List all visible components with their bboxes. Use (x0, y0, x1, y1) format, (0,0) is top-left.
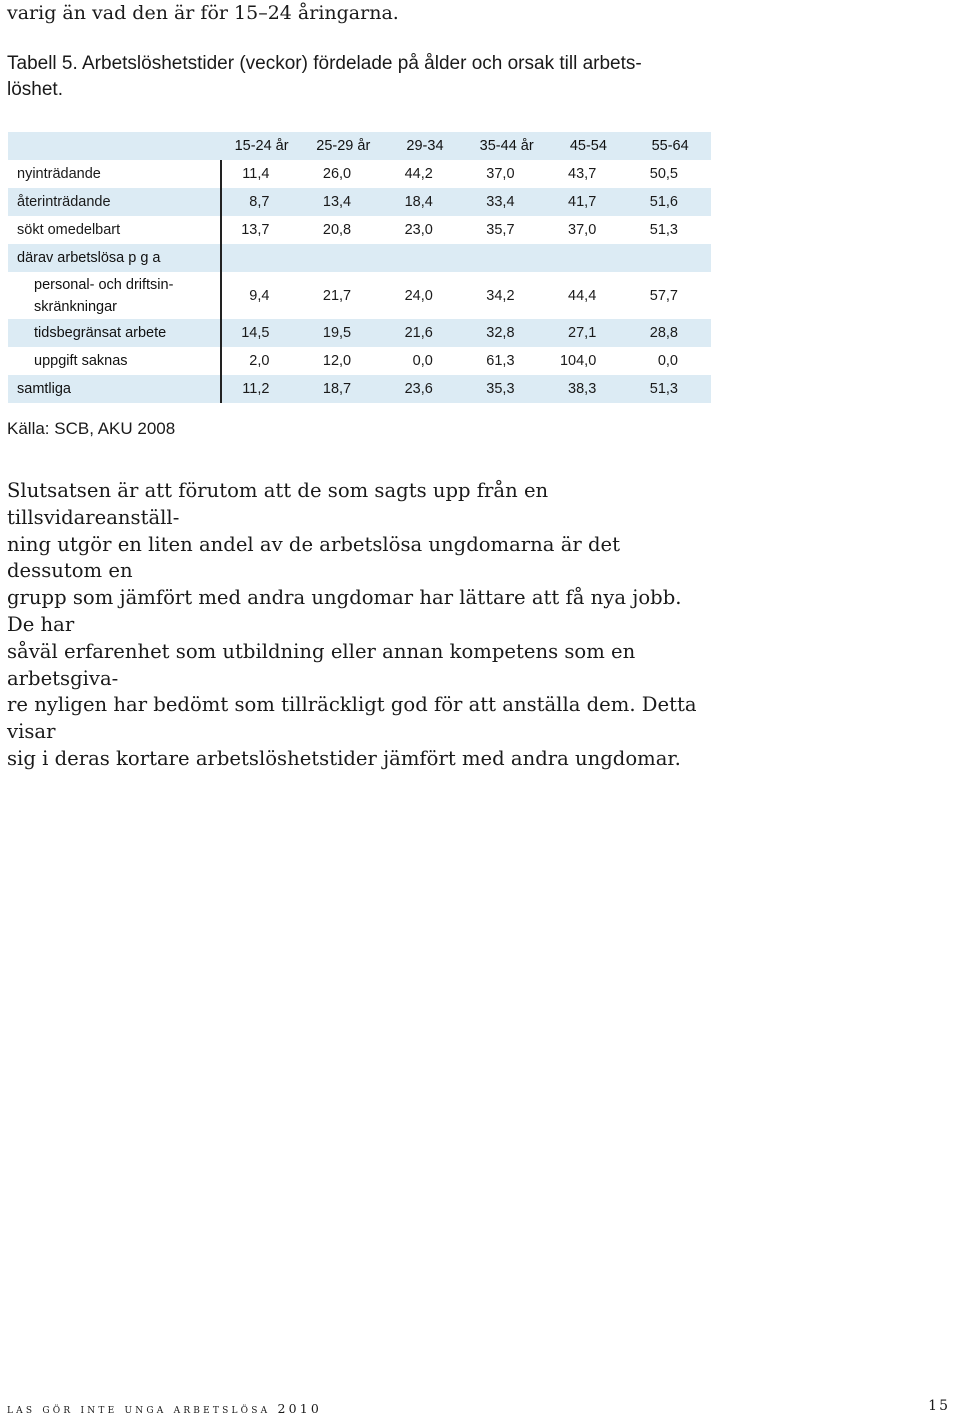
table-cell: 18,7 (302, 375, 384, 403)
table-cell: 12,0 (302, 347, 384, 375)
table-cell: 37,0 (466, 160, 548, 188)
table-header-cell: 55-64 (629, 132, 711, 160)
table-cell: 34,2 (466, 272, 548, 319)
table-cell: 104,0 (548, 347, 630, 375)
row-label-line: skränkningar (34, 298, 118, 315)
row-label: samtliga (8, 375, 221, 403)
table-cell: 23,6 (384, 375, 466, 403)
table-cell (302, 244, 384, 272)
body-line: grupp som jämfört med andra ungdomar har lättare att få nya jobb. De har (7, 586, 682, 636)
table-caption: Tabell 5. Arbetslöshetstider (veckor) fördelade på ålder och orsak till arbets- löshet. (7, 53, 642, 100)
page-number: 15 (928, 1398, 950, 1414)
table-cell: 32,8 (466, 319, 548, 347)
table-cell: 44,2 (384, 160, 466, 188)
body-line: re nyligen har bedömt som tillräckligt god för att anställa dem. Detta visar (7, 693, 697, 744)
body-paragraph (7, 478, 707, 773)
table-header-cell: 29-34 (384, 132, 466, 160)
table-header-cell (8, 132, 221, 160)
table-cell: 0,0 (629, 347, 711, 375)
table-row (8, 160, 711, 188)
row-label: därav arbetslösa p g a (8, 244, 221, 272)
table-row (8, 319, 711, 347)
row-label (8, 272, 221, 319)
table-cell: 50,5 (629, 160, 711, 188)
table-cell: 51,3 (629, 375, 711, 403)
table-cell: 11,4 (221, 160, 303, 188)
body-line: såväl erfarenhet som utbildning eller annan kompetens som en arbetsgiva- (7, 639, 636, 690)
table-cell: 13,4 (302, 188, 384, 216)
table-cell (629, 244, 711, 272)
table-row (8, 272, 711, 319)
table-cell: 37,0 (548, 216, 630, 244)
running-footer-title: las gör inte unga arbetslösa 2010 (7, 1401, 323, 1416)
table-source: Källa: SCB, AKU 2008 (7, 419, 176, 438)
table-header-row (8, 132, 711, 160)
table-cell: 2,0 (221, 347, 303, 375)
data-table (8, 132, 712, 403)
table-cell: 0,0 (384, 347, 466, 375)
table-header-cell: 25-29 år (302, 132, 384, 160)
table-cell: 51,3 (629, 216, 711, 244)
table-cell: 61,3 (466, 347, 548, 375)
row-label-line: personal- och driftsin- (34, 276, 174, 293)
row-label: sökt omedelbart (8, 216, 221, 244)
table-cell: 23,0 (384, 216, 466, 244)
body-line: sig i deras kortare arbetslöshetstider jämfört med andra ungdomar. (7, 746, 681, 770)
table-cell: 18,4 (384, 188, 466, 216)
table-cell: 57,7 (629, 272, 711, 319)
row-label: tidsbegränsat arbete (8, 319, 221, 347)
table-row (8, 347, 711, 375)
table-cell: 51,6 (629, 188, 711, 216)
table-cell: 9,4 (221, 272, 303, 319)
table-row (8, 188, 711, 216)
body-line: ning utgör en liten andel av de arbetslösa ungdomarna är det dessutom en (7, 532, 620, 583)
table-cell: 8,7 (221, 188, 303, 216)
table-cell: 35,7 (466, 216, 548, 244)
table-header-cell: 35-44 år (466, 132, 548, 160)
table-row (8, 244, 711, 272)
table-cell (466, 244, 548, 272)
table-cell: 19,5 (302, 319, 384, 347)
table-cell: 24,0 (384, 272, 466, 319)
row-label: uppgift saknas (8, 347, 221, 375)
table-header-cell: 45-54 (548, 132, 630, 160)
table-cell: 43,7 (548, 160, 630, 188)
row-label: återinträdande (8, 188, 221, 216)
table-cell: 33,4 (466, 188, 548, 216)
table-cell: 44,4 (548, 272, 630, 319)
table-row (8, 216, 711, 244)
table-cell: 35,3 (466, 375, 548, 403)
row-label: nyinträdande (8, 160, 221, 188)
table-cell: 28,8 (629, 319, 711, 347)
table-header-cell: 15-24 år (221, 132, 303, 160)
table-cell: 21,7 (302, 272, 384, 319)
table-cell (221, 244, 303, 272)
body-line: Slutsatsen är att förutom att de som sagts upp från en tillsvidareanställ- (7, 479, 549, 529)
table-cell: 21,6 (384, 319, 466, 347)
intro-line: varig än vad den är för 15–24 åringarna. (7, 2, 399, 24)
table-cell: 11,2 (221, 375, 303, 403)
table-cell: 13,7 (221, 216, 303, 244)
table-cell: 27,1 (548, 319, 630, 347)
table-cell: 41,7 (548, 188, 630, 216)
table-cell: 38,3 (548, 375, 630, 403)
table-cell: 26,0 (302, 160, 384, 188)
table-row-total (8, 375, 711, 403)
table-cell: 14,5 (221, 319, 303, 347)
table-cell: 20,8 (302, 216, 384, 244)
table-cell (384, 244, 466, 272)
table-cell (548, 244, 630, 272)
